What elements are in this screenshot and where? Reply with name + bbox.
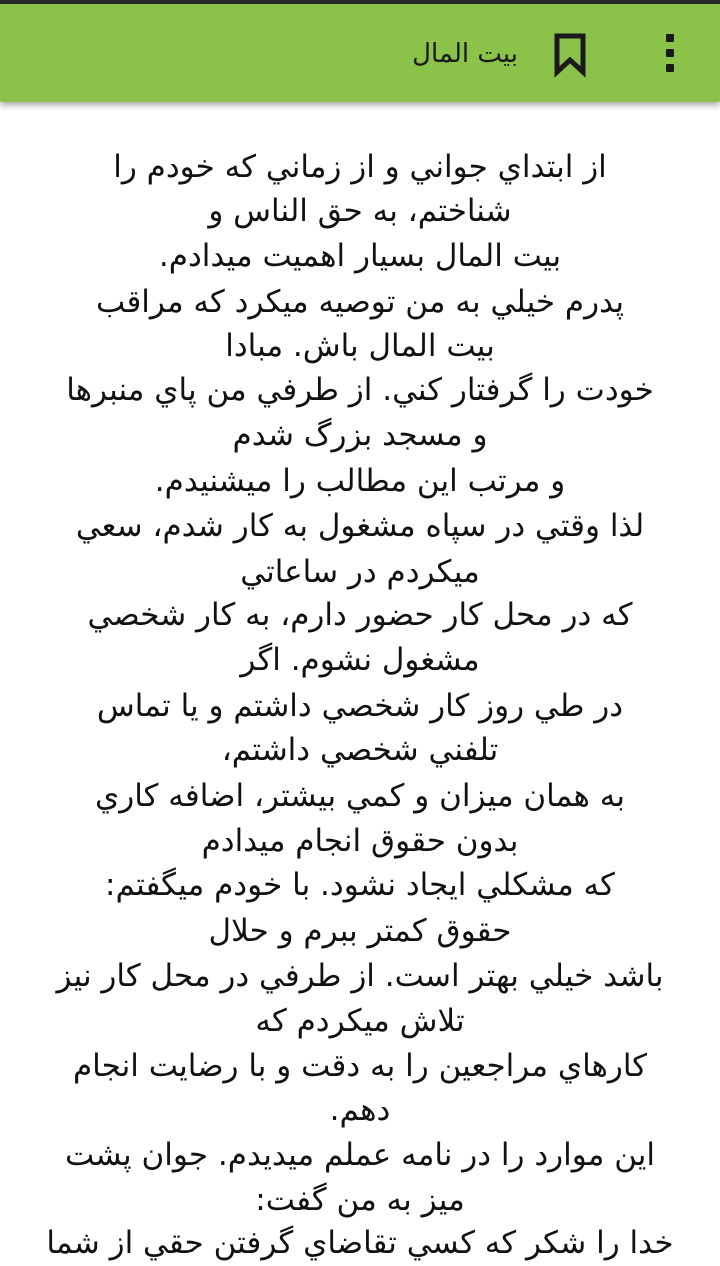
bookmark-icon (552, 33, 588, 75)
app-bar (0, 4, 720, 102)
more-vert-icon-dot (666, 49, 674, 57)
text-line: ميكردم در ساعاتي (240, 554, 480, 590)
page-title: بيت المال (412, 39, 518, 69)
text-line: كه در محل كار حضور دارم، به كار شخصي (87, 597, 633, 633)
text-line: و مسجد بزرگ شدم (232, 417, 488, 453)
more-vert-icon-dot (666, 64, 674, 72)
text-line: بيت المال بسيار اهميت ميدادم. (158, 238, 562, 274)
text-line: باشد خيلي بهتر است. از طرفي در محل كار نيز (56, 958, 664, 994)
text-line: اين موارد را در نامه عملم ميديدم. جوان پشت (64, 1137, 656, 1173)
text-line: در طي روز كار شخصي داشتم و يا تماس (96, 688, 624, 724)
text-line: خودت را گرفتار كني. از طرفي من پاي منبرها (66, 372, 654, 408)
text-line: مشغول نشوم. اگر (240, 642, 480, 678)
text-line: ميز به من گفت: (255, 1182, 465, 1218)
text-line: دهم. (329, 1092, 391, 1128)
text-line: بيت المال باش. مبادا (225, 328, 495, 364)
text-line: لذا وقتي در سپاه مشغول به كار شدم، سعي (75, 508, 645, 544)
more-options-button[interactable] (648, 25, 692, 81)
text-line: و مرتب اين مطالب را ميشنيدم. (154, 463, 566, 499)
text-line: حقوق كمتر ببرم و حلال (208, 913, 512, 949)
text-line: بدون حقوق انجام ميدادم (201, 823, 519, 859)
text-line: تلفني شخصي داشتم، (221, 732, 499, 768)
text-line: تلاش ميكردم كه (255, 1003, 465, 1039)
bookmark-button[interactable] (546, 30, 594, 78)
article-text[interactable] (0, 102, 720, 1261)
text-line: به همان ميزان و كمي بيشتر، اضافه كاري (95, 778, 625, 814)
more-vert-icon-dot (666, 34, 674, 42)
text-line: كارهاي مراجعين را به دقت و با رضايت انجام (72, 1048, 648, 1084)
text-line: شناختم، به حق الناس و (208, 193, 512, 229)
text-line: خدا را شكر كه كسي تقاضاي گرفتن حقي از شما (46, 1225, 674, 1261)
text-line: كه مشكلي ايجاد نشود. با خودم ميگفتم: (105, 867, 615, 903)
text-line: از ابتداي جواني و از زماني كه خودم را (113, 149, 607, 185)
text-line: پدرم خيلي به من توصيه ميكرد كه مراقب (96, 284, 624, 320)
